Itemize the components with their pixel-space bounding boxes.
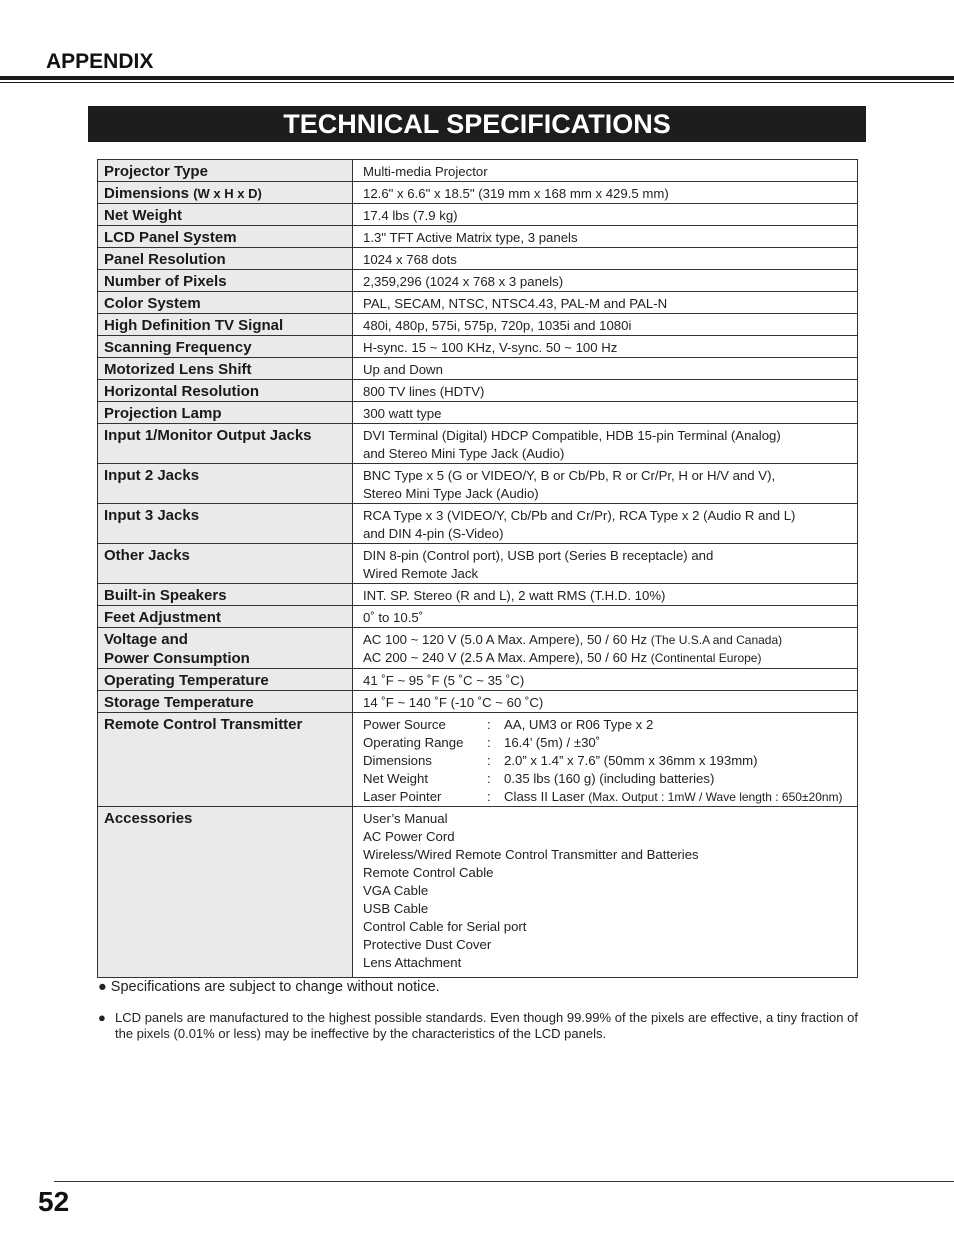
- spec-value-line: BNC Type x 5 (G or VIDEO/Y, B or Cb/Pb, R or Cr/Pr, H or H/V and V),: [363, 468, 776, 483]
- spec-label-text: Other Jacks: [104, 547, 190, 564]
- accessory-item: USB Cable: [363, 901, 429, 916]
- spec-label-text: High Definition TV Signal: [104, 317, 284, 334]
- accessory-item: Remote Control Cable: [363, 865, 494, 880]
- spec-label: [98, 358, 353, 380]
- spec-row: [98, 424, 858, 464]
- spec-label-text: Color System: [104, 295, 201, 312]
- spec-label: [98, 669, 353, 691]
- spec-label: [98, 807, 353, 978]
- accessory-item: User’s Manual: [363, 811, 448, 826]
- accessory-item: AC Power Cord: [363, 829, 455, 844]
- spec-row: [98, 464, 858, 504]
- spec-label: [98, 606, 353, 628]
- spec-value-line: INT. SP. Stereo (R and L), 2 watt RMS (T.H.D. 10%): [363, 588, 666, 603]
- spec-label-text: Scanning Frequency: [104, 339, 252, 356]
- spec-value: [353, 713, 858, 807]
- spec-row: [98, 160, 858, 182]
- spec-value-line: 1.3" TFT Active Matrix type, 3 panels: [363, 230, 578, 245]
- remote-spec-sep: :: [487, 753, 491, 768]
- spec-row: [98, 314, 858, 336]
- spec-label: [98, 584, 353, 606]
- spec-value-line: 12.6" x 6.6" x 18.5" (319 mm x 168 mm x 429.5 mm): [363, 186, 669, 201]
- remote-spec-sep: :: [487, 717, 491, 732]
- spec-row-remote: [98, 713, 858, 807]
- spec-label-line: Voltage and: [104, 631, 188, 648]
- spec-label-text: Input 3 Jacks: [104, 507, 200, 524]
- spec-label-text: Input 1/Monitor Output Jacks: [104, 427, 312, 444]
- remote-spec-row: [363, 734, 847, 752]
- spec-label-text: Storage Temperature: [104, 694, 254, 711]
- voltage-region: (Continental Europe): [650, 651, 762, 665]
- laser-class: Class II Laser: [504, 789, 585, 804]
- remote-spec-key: Operating Range: [363, 735, 464, 750]
- page-title: TECHNICAL SPECIFICATIONS: [88, 106, 866, 142]
- specifications-table: [97, 159, 858, 978]
- spec-value-line: 41 ˚F ~ 95 ˚F (5 ˚C ~ 35 ˚C): [363, 673, 525, 688]
- spec-row: [98, 402, 858, 424]
- spec-label-text: Remote Control Transmitter: [104, 716, 303, 733]
- spec-value-line: PAL, SECAM, NTSC, NTSC4.43, PAL-M and PAL-N: [363, 296, 668, 311]
- spec-value: [353, 669, 858, 691]
- page-number: 52: [38, 1186, 70, 1217]
- spec-row: [98, 380, 858, 402]
- spec-value: [353, 424, 858, 464]
- spec-value-line: DVI Terminal (Digital) HDCP Compatible, HDB 15-pin Terminal (Analog): [363, 428, 781, 443]
- spec-label-text: Number of Pixels: [104, 273, 227, 290]
- spec-label: [98, 628, 353, 669]
- spec-value: [353, 358, 858, 380]
- remote-spec-row: [363, 788, 847, 806]
- spec-value: [353, 182, 858, 204]
- spec-value-line: [363, 649, 847, 667]
- spec-value: [353, 464, 858, 504]
- remote-spec-row: [363, 752, 847, 770]
- spec-label-text: Projection Lamp: [104, 405, 222, 422]
- spec-value-line: Wired Remote Jack: [363, 566, 479, 581]
- spec-label-text: Operating Temperature: [104, 672, 269, 689]
- note-lcd-pixels-text: LCD panels are manufactured to the highest possible standards. Even though 99.99% of the pixels are effective, a tiny fraction of the pixels (0.01% or less) may be ineffective by the characteristics of the LCD panels.: [115, 1010, 858, 1041]
- accessory-item: Control Cable for Serial port: [363, 919, 527, 934]
- spec-value-line: DIN 8-pin (Control port), USB port (Series B receptacle) and: [363, 548, 714, 563]
- spec-value-line: 800 TV lines (HDTV): [363, 384, 485, 399]
- remote-spec-value: 16.4’ (5m) / ±30˚: [504, 735, 601, 750]
- spec-value: [353, 606, 858, 628]
- spec-row: [98, 182, 858, 204]
- remote-spec-value: [504, 788, 843, 806]
- spec-label-text: Panel Resolution: [104, 251, 226, 268]
- spec-label-text: Motorized Lens Shift: [104, 361, 252, 378]
- spec-value-line: [363, 631, 847, 649]
- spec-value-line: and DIN 4-pin (S-Video): [363, 526, 504, 541]
- footer-rule: [54, 1181, 954, 1182]
- notes: [98, 978, 858, 1042]
- spec-label-text: Horizontal Resolution: [104, 383, 259, 400]
- spec-label: [98, 314, 353, 336]
- spec-value: [353, 380, 858, 402]
- spec-value: [353, 402, 858, 424]
- spec-row: [98, 270, 858, 292]
- accessory-item: VGA Cable: [363, 883, 429, 898]
- spec-value-line: 300 watt type: [363, 406, 442, 421]
- spec-label: [98, 464, 353, 504]
- spec-row: [98, 226, 858, 248]
- section-header: APPENDIX: [46, 50, 154, 73]
- voltage-value: AC 100 ~ 120 V (5.0 A Max. Ampere), 50 / 60 Hz: [363, 632, 648, 647]
- header-rule-thin: [0, 82, 954, 83]
- spec-label-text: Input 2 Jacks: [104, 467, 200, 484]
- spec-value-line: and Stereo Mini Type Jack (Audio): [363, 446, 565, 461]
- remote-spec-value: 2.0” x 1.4” x 7.6” (50mm x 36mm x 193mm): [504, 753, 758, 768]
- spec-label: [98, 336, 353, 358]
- spec-row: [98, 248, 858, 270]
- voltage-value: AC 200 ~ 240 V (2.5 A Max. Ampere), 50 / 60 Hz: [363, 650, 648, 665]
- spec-value: [353, 807, 858, 978]
- spec-row: [98, 204, 858, 226]
- spec-row: [98, 336, 858, 358]
- remote-spec-key: Power Source: [363, 717, 446, 732]
- spec-row-voltage: [98, 628, 858, 669]
- laser-note: (Max. Output : 1mW / Wave length : 650±20nm): [588, 790, 843, 804]
- spec-value: [353, 584, 858, 606]
- spec-value-line: Up and Down: [363, 362, 443, 377]
- spec-value: [353, 691, 858, 713]
- spec-value-line: 2,359,296 (1024 x 768 x 3 panels): [363, 274, 564, 289]
- spec-value-line: H-sync. 15 ~ 100 KHz, V-sync. 50 ~ 100 Hz: [363, 340, 618, 355]
- spec-value: [353, 628, 858, 669]
- spec-value-line: 17.4 lbs (7.9 kg): [363, 208, 458, 223]
- spec-label-text: Accessories: [104, 810, 193, 827]
- spec-row: [98, 292, 858, 314]
- spec-label-text: Feet Adjustment: [104, 609, 221, 626]
- specifications-body: [98, 160, 858, 978]
- accessory-item: Wireless/Wired Remote Control Transmitter and Batteries: [363, 847, 699, 862]
- spec-label-text: LCD Panel System: [104, 229, 237, 246]
- spec-label: [98, 270, 353, 292]
- spec-row: [98, 669, 858, 691]
- spec-value-line: Multi-media Projector: [363, 164, 488, 179]
- spec-value: [353, 248, 858, 270]
- spec-row: [98, 358, 858, 380]
- remote-spec-value: 0.35 lbs (160 g) (including batteries): [504, 771, 715, 786]
- spec-value: [353, 336, 858, 358]
- spec-label: [98, 204, 353, 226]
- spec-label: [98, 380, 353, 402]
- remote-spec-row: [363, 770, 847, 788]
- remote-spec-sep: :: [487, 771, 491, 786]
- spec-label-text: Dimensions: [104, 185, 190, 202]
- remote-spec-value: AA, UM3 or R06 Type x 2: [504, 717, 654, 732]
- remote-spec-sep: :: [487, 735, 491, 750]
- accessory-item: Lens Attachment: [363, 955, 462, 970]
- spec-label: [98, 292, 353, 314]
- spec-value-line: 1024 x 768 dots: [363, 252, 457, 267]
- remote-spec-key: Laser Pointer: [363, 789, 442, 804]
- spec-value: [353, 292, 858, 314]
- spec-label: [98, 402, 353, 424]
- spec-value: [353, 160, 858, 182]
- spec-label-text: Built-in Speakers: [104, 587, 227, 604]
- spec-label: [98, 713, 353, 807]
- spec-row: [98, 504, 858, 544]
- spec-label-text: Net Weight: [104, 207, 183, 224]
- spec-value-line: Stereo Mini Type Jack (Audio): [363, 486, 539, 501]
- spec-row: [98, 691, 858, 713]
- spec-row: [98, 544, 858, 584]
- voltage-region: (The U.S.A and Canada): [650, 633, 783, 647]
- spec-value: [353, 544, 858, 584]
- spec-label: [98, 424, 353, 464]
- spec-value: [353, 270, 858, 292]
- spec-value-line: 0˚ to 10.5˚: [363, 610, 424, 625]
- spec-label: [98, 544, 353, 584]
- bullet-icon: ●: [98, 1010, 106, 1025]
- remote-spec-key: Net Weight: [363, 771, 428, 786]
- note-spec-change: [98, 978, 858, 996]
- note-lcd-pixels: [98, 1010, 858, 1042]
- spec-label: [98, 226, 353, 248]
- spec-value: [353, 226, 858, 248]
- spec-label-text: Projector Type: [104, 163, 208, 180]
- remote-spec-sep: :: [487, 789, 491, 804]
- spec-value: [353, 204, 858, 226]
- spec-value-line: RCA Type x 3 (VIDEO/Y, Cb/Pb and Cr/Pr), RCA Type x 2 (Audio R and L): [363, 508, 796, 523]
- spec-value-line: 480i, 480p, 575i, 575p, 720p, 1035i and 1080i: [363, 318, 632, 333]
- spec-label-line: Power Consumption: [104, 650, 250, 667]
- bullet-icon: ●: [98, 979, 107, 995]
- header-rule: [0, 76, 954, 80]
- spec-value: [353, 504, 858, 544]
- spec-label: [98, 182, 353, 204]
- spec-row: [98, 584, 858, 606]
- spec-row: [98, 606, 858, 628]
- spec-label: [98, 160, 353, 182]
- remote-spec-row: [363, 716, 847, 734]
- spec-label: [98, 691, 353, 713]
- accessory-item: Protective Dust Cover: [363, 937, 492, 952]
- remote-spec-key: Dimensions: [363, 753, 432, 768]
- spec-value: [353, 314, 858, 336]
- note-spec-change-text: Specifications are subject to change without notice.: [110, 979, 440, 995]
- spec-label: [98, 504, 353, 544]
- spec-label: [98, 248, 353, 270]
- spec-value-line: 14 ˚F ~ 140 ˚F (-10 ˚C ~ 60 ˚C): [363, 695, 544, 710]
- spec-label-suffix: (W x H x D): [193, 186, 262, 201]
- spec-row-accessories: [98, 807, 858, 978]
